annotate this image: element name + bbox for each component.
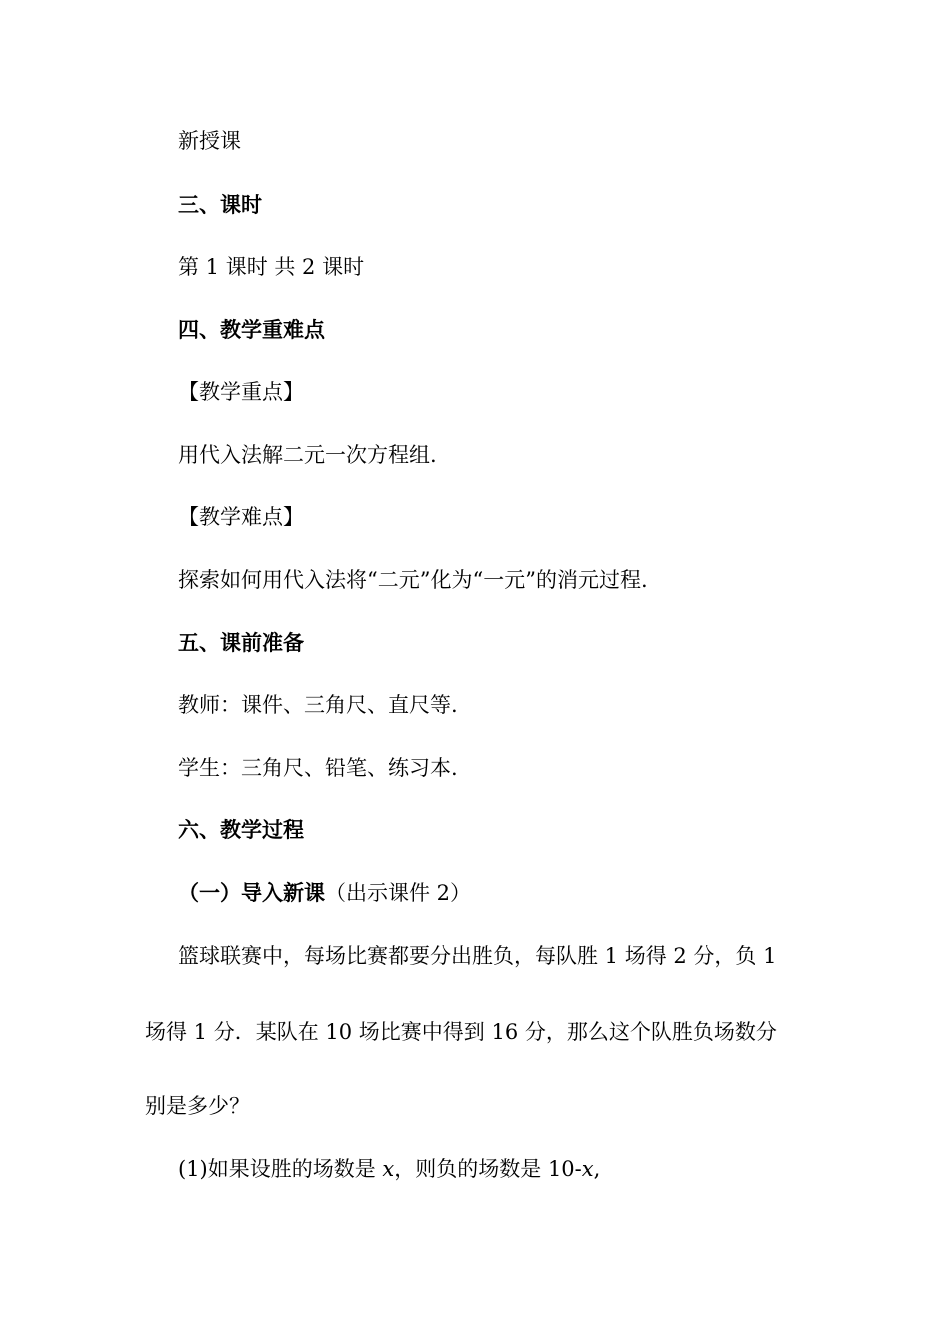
class-hours-text: 第 1 课时 共 2 课时: [178, 255, 365, 279]
step-1-text: [178, 1155, 600, 1183]
step-1-part-a: (1)如果设胜的场数是: [178, 1157, 383, 1181]
student-prep-text: 学生：三角尺、铅笔、练习本.: [178, 756, 458, 780]
problem-line-2: 场得 1 分．某队在 10 场比赛中得到 16 分，那么这个队胜负场数分: [145, 1020, 777, 1044]
problem-line-3: 别是多少？: [145, 1094, 250, 1118]
problem-line-1: 篮球联赛中，每场比赛都要分出胜负，每队胜 1 场得 2 分，负 1: [178, 944, 777, 968]
section-heading-process: 六、教学过程: [178, 817, 304, 842]
subsection-note: （出示课件 2）: [325, 881, 472, 905]
section-heading-key-points: 四、教学重难点: [178, 317, 325, 342]
variable-x: x: [382, 1157, 395, 1181]
subsection-intro: [178, 879, 471, 907]
difficulty-text: 探索如何用代入法将“二元”化为“一元”的消元过程.: [178, 568, 648, 592]
section-heading-class-hours: 三、课时: [178, 192, 262, 217]
key-point-text: 用代入法解二元一次方程组.: [178, 443, 437, 467]
variable-x-2: x: [581, 1157, 594, 1181]
difficulty-label: 【教学难点】: [178, 505, 304, 529]
step-1-part-c: ,: [593, 1157, 601, 1181]
lesson-type-text: 新授课: [178, 129, 241, 153]
teacher-prep-text: 教师：课件、三角尺、直尺等.: [178, 693, 458, 717]
subsection-heading: （一）导入新课: [178, 880, 325, 905]
section-heading-preparation: 五、课前准备: [178, 630, 304, 655]
key-point-label: 【教学重点】: [178, 380, 304, 404]
step-1-part-b: ，则负的场数是 10-: [394, 1157, 582, 1181]
